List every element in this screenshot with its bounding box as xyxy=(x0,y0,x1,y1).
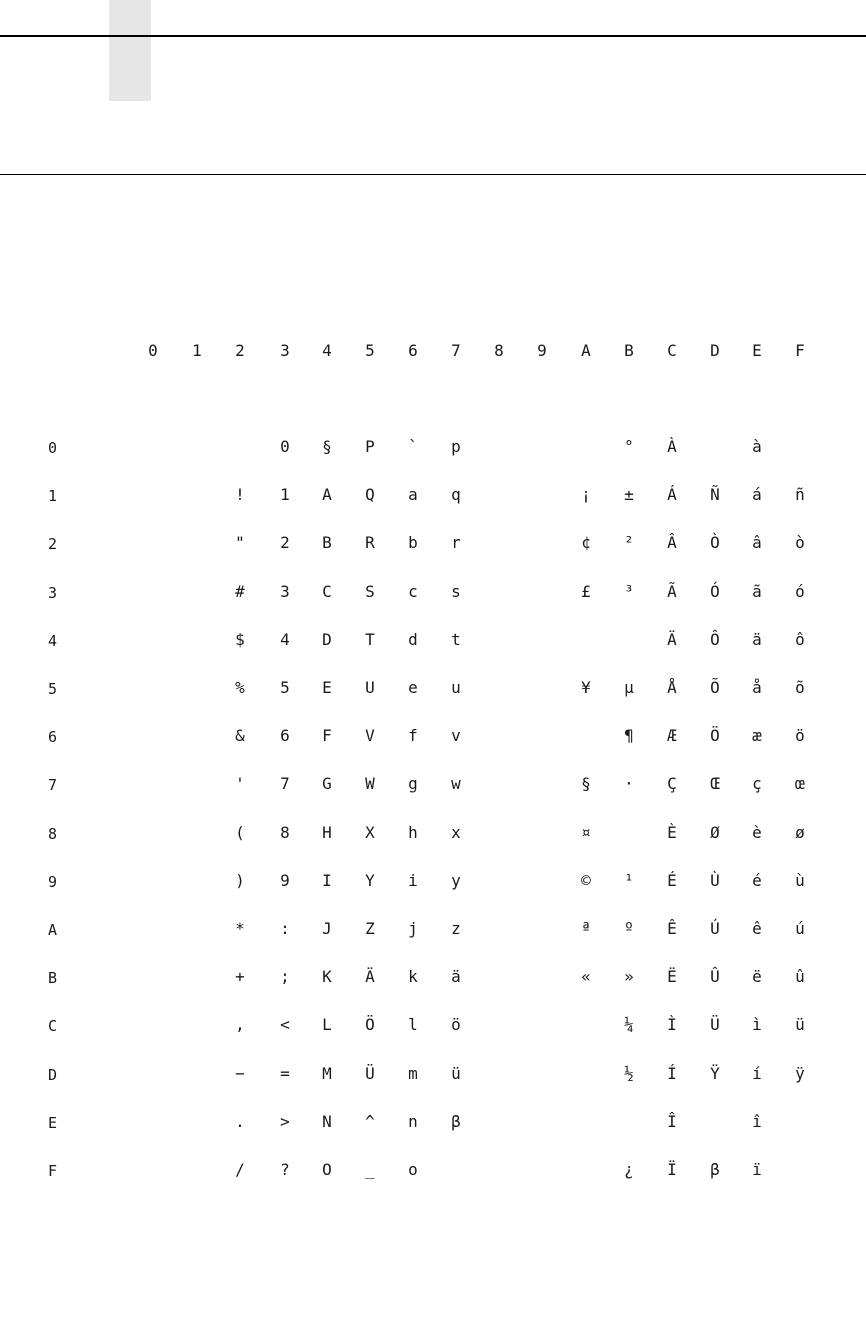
table-cell: Â xyxy=(667,533,677,552)
table-cell: Ç xyxy=(667,774,677,793)
chapter-tab xyxy=(109,0,151,101)
table-cell: « xyxy=(581,967,591,986)
table-cell: Ö xyxy=(365,1015,375,1034)
table-cell: . xyxy=(235,1112,245,1131)
table-cell: C xyxy=(322,582,332,601)
table-cell: β xyxy=(451,1112,461,1131)
table-cell: x xyxy=(451,823,461,842)
table-cell: 9 xyxy=(280,871,290,890)
table-cell: ø xyxy=(795,823,805,842)
table-cell: + xyxy=(235,967,245,986)
table-cell: < xyxy=(280,1015,290,1034)
table-cell: = xyxy=(280,1064,290,1083)
table-cell: È xyxy=(667,823,677,842)
table-cell: o xyxy=(408,1160,418,1179)
table-cell: h xyxy=(408,823,418,842)
table-cell: ü xyxy=(795,1015,805,1034)
table-cell: £ xyxy=(581,582,591,601)
table-cell: j xyxy=(408,919,418,938)
table-cell: v xyxy=(451,726,461,745)
table-cell: · xyxy=(624,774,634,793)
table-cell: ` xyxy=(408,437,418,456)
table-cell: i xyxy=(408,871,418,890)
table-cell: > xyxy=(280,1112,290,1131)
table-cell: ã xyxy=(752,582,762,601)
table-cell: ! xyxy=(235,485,245,504)
table-cell: Æ xyxy=(667,726,677,745)
table-cell: 0 xyxy=(280,437,290,456)
table-cell: Õ xyxy=(710,678,720,697)
table-cell: s xyxy=(451,582,461,601)
table-cell: p xyxy=(451,437,461,456)
table-cell: ï xyxy=(752,1160,762,1179)
table-cell: ç xyxy=(752,774,762,793)
table-cell: $ xyxy=(235,630,245,649)
table-cell: Ê xyxy=(667,919,677,938)
table-cell: Ì xyxy=(667,1015,677,1034)
table-cell: D xyxy=(322,630,332,649)
table-cell: Ö xyxy=(710,726,720,745)
table-cell: 5 xyxy=(280,678,290,697)
table-cell: Å xyxy=(667,678,677,697)
table-cell: V xyxy=(365,726,375,745)
row-header: 2 xyxy=(48,535,58,553)
row-header: 8 xyxy=(48,825,58,843)
table-cell: A xyxy=(322,485,332,504)
table-cell: u xyxy=(451,678,461,697)
column-header: 8 xyxy=(494,341,504,360)
table-cell: è xyxy=(752,823,762,842)
table-cell: Ü xyxy=(710,1015,720,1034)
table-cell: z xyxy=(451,919,461,938)
row-header: 9 xyxy=(48,873,58,891)
table-cell: M xyxy=(322,1064,332,1083)
table-cell: I xyxy=(322,871,332,890)
table-cell: a xyxy=(408,485,418,504)
table-cell: 7 xyxy=(280,774,290,793)
table-cell: ° xyxy=(624,437,634,456)
table-cell: S xyxy=(365,582,375,601)
table-cell: w xyxy=(451,774,461,793)
table-cell: Û xyxy=(710,967,720,986)
table-cell: » xyxy=(624,967,634,986)
table-cell: Ò xyxy=(710,533,720,552)
row-header: F xyxy=(48,1162,58,1180)
table-cell: t xyxy=(451,630,461,649)
row-header: B xyxy=(48,969,58,987)
table-cell: ( xyxy=(235,823,245,842)
table-cell: é xyxy=(752,871,762,890)
table-cell: T xyxy=(365,630,375,649)
table-cell: L xyxy=(322,1015,332,1034)
table-cell: 6 xyxy=(280,726,290,745)
table-cell: Ü xyxy=(365,1064,375,1083)
table-cell: b xyxy=(408,533,418,552)
table-cell: n xyxy=(408,1112,418,1131)
table-cell: à xyxy=(752,437,762,456)
table-cell: B xyxy=(322,533,332,552)
table-cell: Î xyxy=(667,1112,677,1131)
table-cell: ¡ xyxy=(581,485,591,504)
table-cell: ë xyxy=(752,967,762,986)
table-cell: & xyxy=(235,726,245,745)
column-header: 2 xyxy=(235,341,245,360)
table-cell: Ï xyxy=(667,1160,677,1179)
table-cell: m xyxy=(408,1064,418,1083)
table-cell: À xyxy=(667,437,677,456)
table-cell: 1 xyxy=(280,485,290,504)
table-cell: ^ xyxy=(365,1112,375,1131)
table-cell: © xyxy=(581,871,591,890)
table-cell: O xyxy=(322,1160,332,1179)
table-cell: ä xyxy=(752,630,762,649)
table-cell: ¶ xyxy=(624,726,634,745)
table-cell: e xyxy=(408,678,418,697)
table-cell: º xyxy=(624,919,634,938)
table-cell: Ó xyxy=(710,582,720,601)
table-cell: E xyxy=(322,678,332,697)
table-cell: Ú xyxy=(710,919,720,938)
table-cell: 4 xyxy=(280,630,290,649)
table-cell: ' xyxy=(235,774,245,793)
table-cell: ÿ xyxy=(795,1064,805,1083)
table-cell: y xyxy=(451,871,461,890)
section-rule xyxy=(0,174,866,175)
table-cell: Í xyxy=(667,1064,677,1083)
column-header: 6 xyxy=(408,341,418,360)
table-cell: œ xyxy=(795,774,805,793)
column-header: 1 xyxy=(192,341,202,360)
table-cell: ê xyxy=(752,919,762,938)
table-cell: ¤ xyxy=(581,823,591,842)
row-header: 1 xyxy=(48,487,58,505)
table-cell: d xyxy=(408,630,418,649)
table-cell: X xyxy=(365,823,375,842)
table-cell: É xyxy=(667,871,677,890)
table-cell: Ë xyxy=(667,967,677,986)
table-cell: " xyxy=(235,533,245,552)
column-header: C xyxy=(667,341,677,360)
table-cell: _ xyxy=(365,1160,375,1179)
table-cell: Á xyxy=(667,485,677,504)
column-header: F xyxy=(795,341,805,360)
table-cell: ³ xyxy=(624,582,634,601)
table-cell: R xyxy=(365,533,375,552)
row-header: A xyxy=(48,921,58,939)
table-cell: Y xyxy=(365,871,375,890)
table-cell: * xyxy=(235,919,245,938)
column-header: 5 xyxy=(365,341,375,360)
row-header: 4 xyxy=(48,632,58,650)
table-cell: Ã xyxy=(667,582,677,601)
table-cell: J xyxy=(322,919,332,938)
table-cell: ú xyxy=(795,919,805,938)
row-header: D xyxy=(48,1066,58,1084)
table-cell: ¢ xyxy=(581,533,591,552)
table-cell: Ä xyxy=(365,967,375,986)
table-cell: í xyxy=(752,1064,762,1083)
table-cell: 8 xyxy=(280,823,290,842)
row-header: 6 xyxy=(48,728,58,746)
table-cell: ¥ xyxy=(581,678,591,697)
table-cell: ¼ xyxy=(624,1015,634,1034)
table-cell: Œ xyxy=(710,774,720,793)
table-cell: ò xyxy=(795,533,805,552)
table-cell: F xyxy=(322,726,332,745)
table-cell: U xyxy=(365,678,375,697)
table-cell: ª xyxy=(581,919,591,938)
table-cell: g xyxy=(408,774,418,793)
table-cell: á xyxy=(752,485,762,504)
table-cell: q xyxy=(451,485,461,504)
column-header: 7 xyxy=(451,341,461,360)
table-cell: § xyxy=(322,437,332,456)
table-cell: ù xyxy=(795,871,805,890)
column-header: D xyxy=(710,341,720,360)
row-header: 3 xyxy=(48,584,58,602)
table-cell: Ø xyxy=(710,823,720,842)
table-cell: Ñ xyxy=(710,485,720,504)
table-cell: r xyxy=(451,533,461,552)
table-cell: k xyxy=(408,967,418,986)
row-header: C xyxy=(48,1017,58,1035)
table-cell: 3 xyxy=(280,582,290,601)
table-cell: K xyxy=(322,967,332,986)
column-header: 3 xyxy=(280,341,290,360)
table-cell: ö xyxy=(451,1015,461,1034)
table-cell: ? xyxy=(280,1160,290,1179)
column-header: 0 xyxy=(148,341,158,360)
table-cell: f xyxy=(408,726,418,745)
table-cell: õ xyxy=(795,678,805,697)
table-cell: ) xyxy=(235,871,245,890)
table-cell: µ xyxy=(624,678,634,697)
table-cell: å xyxy=(752,678,762,697)
table-cell: N xyxy=(322,1112,332,1131)
table-cell: P xyxy=(365,437,375,456)
table-cell: − xyxy=(235,1064,245,1083)
table-cell: ² xyxy=(624,533,634,552)
table-cell: ì xyxy=(752,1015,762,1034)
column-header: B xyxy=(624,341,634,360)
table-cell: ñ xyxy=(795,485,805,504)
table-cell: c xyxy=(408,582,418,601)
table-cell: W xyxy=(365,774,375,793)
table-cell: ½ xyxy=(624,1064,634,1083)
table-cell: Ô xyxy=(710,630,720,649)
header-rule xyxy=(0,35,866,37)
table-cell: § xyxy=(581,774,591,793)
column-header: 4 xyxy=(322,341,332,360)
row-header: E xyxy=(48,1114,58,1132)
table-cell: î xyxy=(752,1112,762,1131)
table-cell: , xyxy=(235,1015,245,1034)
table-cell: β xyxy=(710,1160,720,1179)
table-cell: Q xyxy=(365,485,375,504)
table-cell: Z xyxy=(365,919,375,938)
table-cell: ô xyxy=(795,630,805,649)
table-cell: ö xyxy=(795,726,805,745)
table-cell: 2 xyxy=(280,533,290,552)
table-cell: ä xyxy=(451,967,461,986)
table-cell: Ù xyxy=(710,871,720,890)
table-cell: l xyxy=(408,1015,418,1034)
table-cell: % xyxy=(235,678,245,697)
table-cell: ó xyxy=(795,582,805,601)
row-header: 7 xyxy=(48,776,58,794)
row-header: 5 xyxy=(48,680,58,698)
table-cell: : xyxy=(280,919,290,938)
table-cell: G xyxy=(322,774,332,793)
table-cell: Ä xyxy=(667,630,677,649)
row-header: 0 xyxy=(48,439,58,457)
table-cell: ¹ xyxy=(624,871,634,890)
table-cell: ; xyxy=(280,967,290,986)
table-cell: û xyxy=(795,967,805,986)
table-cell: ¿ xyxy=(624,1160,634,1179)
column-header: A xyxy=(581,341,591,360)
column-header: 9 xyxy=(537,341,547,360)
table-cell: # xyxy=(235,582,245,601)
table-cell: Ÿ xyxy=(710,1064,720,1083)
table-cell: ü xyxy=(451,1064,461,1083)
table-cell: æ xyxy=(752,726,762,745)
table-cell: / xyxy=(235,1160,245,1179)
table-cell: â xyxy=(752,533,762,552)
column-header: E xyxy=(752,341,762,360)
table-cell: ± xyxy=(624,485,634,504)
table-cell: H xyxy=(322,823,332,842)
